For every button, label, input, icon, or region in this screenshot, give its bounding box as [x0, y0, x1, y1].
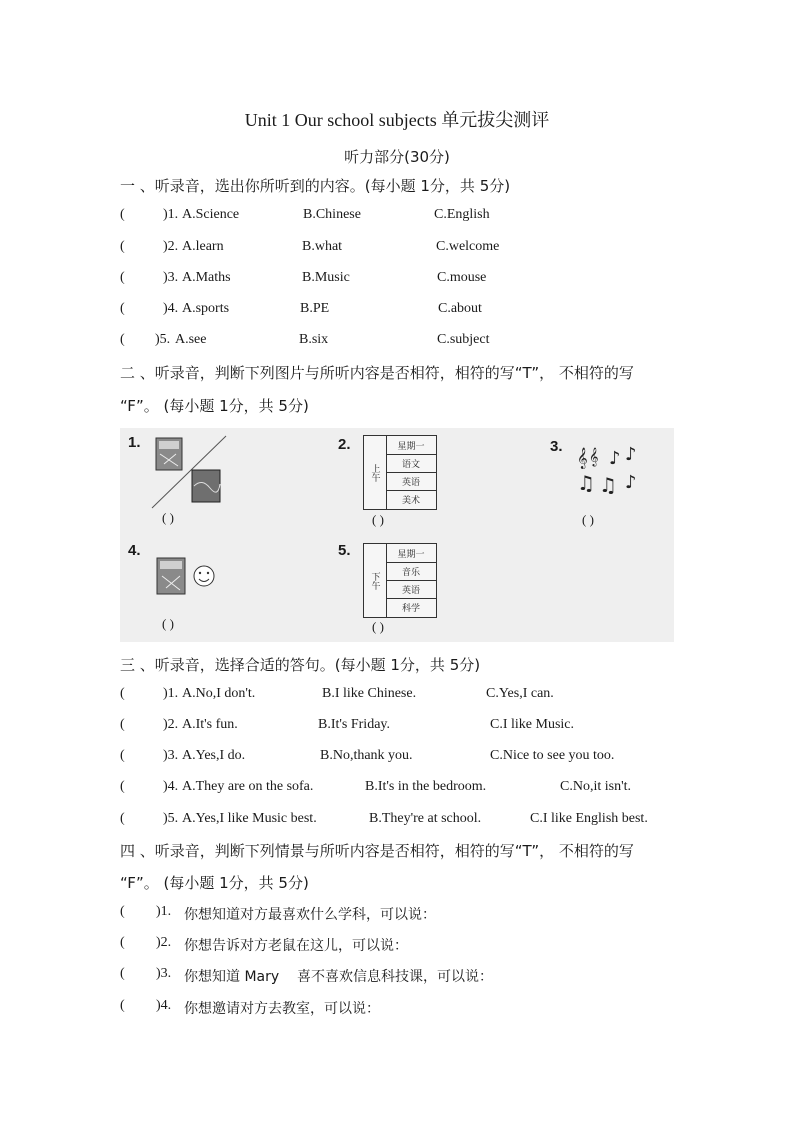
answer-paren: ( )	[162, 510, 174, 525]
option-c: C.English	[434, 207, 490, 222]
timetable-cell: 星期一	[386, 436, 436, 455]
timetable-cell: 语文	[386, 454, 436, 473]
timetable-cell: 美术	[401, 495, 420, 506]
svg-text:♪: ♪	[625, 472, 637, 493]
answer-bracket: (	[120, 270, 125, 285]
section4-heading-line1: 四 、听录音，判断下列情景与所听内容是否相符，相符的写“T”， 不相符的写	[120, 842, 634, 860]
picture-panel	[120, 428, 674, 642]
option-c: C.No,it isn't.	[560, 779, 631, 794]
answer-bracket: (	[120, 904, 125, 919]
question-number: )1.	[163, 686, 179, 701]
option-c: C.I like Music.	[490, 717, 574, 732]
option-a: A.Yes,I do.	[182, 748, 246, 763]
books-diagonal-image	[150, 432, 228, 510]
picture-number: 1.	[128, 434, 141, 451]
svg-text:♪: ♪	[625, 446, 637, 465]
option-a: A.Science	[182, 207, 240, 222]
timetable-cell: 星期一	[386, 544, 436, 563]
option-c: C.I like English best.	[530, 811, 648, 826]
answer-bracket: (	[120, 301, 125, 316]
answer-bracket: (	[120, 811, 125, 826]
question-number: )4.	[163, 779, 179, 794]
svg-text:𝄞: 𝄞	[589, 447, 599, 466]
answer-bracket: (	[120, 966, 125, 981]
option-a: A.sports	[182, 301, 230, 316]
picture-number: 2.	[338, 436, 351, 453]
answer-bracket: (	[120, 998, 125, 1013]
picture-number: 5.	[338, 542, 351, 559]
timetable-period: 上午	[364, 436, 387, 509]
answer-paren: ( )	[582, 512, 594, 527]
question-number: )3.	[163, 270, 179, 285]
answer-bracket: (	[120, 686, 125, 701]
question-number: )2.	[163, 717, 179, 732]
page-title: Unit 1 Our school subjects 单元拔尖测评	[244, 110, 550, 130]
section4-heading-line2: “F”。 (每小题 1分，共 5分)	[120, 874, 309, 892]
option-c: C.Nice to see you too.	[490, 748, 615, 763]
timetable-cell: 英语	[386, 472, 436, 491]
timetable-morning	[363, 435, 437, 510]
option-a: A.see	[175, 332, 207, 347]
picture-number: 3.	[550, 438, 563, 455]
option-b: B.six	[299, 332, 329, 347]
option-c: C.Yes,I can.	[486, 686, 554, 701]
question-number: )4.	[163, 301, 179, 316]
option-c: C.mouse	[437, 270, 487, 285]
answer-bracket: (	[120, 332, 125, 347]
scenario-text: 你想邀请对方去教室，可以说：	[184, 1001, 380, 1017]
timetable-cell: 英语	[386, 580, 436, 599]
section2-heading-line2: “F”。 (每小题 1分，共 5分)	[120, 397, 309, 415]
option-c: C.welcome	[436, 239, 500, 254]
option-b: B.It's Friday.	[318, 717, 391, 732]
option-a: A.No,I don't.	[182, 686, 256, 701]
answer-bracket: (	[120, 207, 125, 222]
option-a: A.Yes,I like Music best.	[182, 811, 317, 826]
option-c: C.subject	[437, 332, 490, 347]
option-a: A.Maths	[182, 270, 231, 285]
music-notes-icon	[575, 446, 645, 496]
option-c: C.about	[438, 301, 482, 316]
option-a: A.It's fun.	[182, 717, 238, 732]
svg-text:♪: ♪	[609, 448, 621, 469]
option-b: B.what	[302, 239, 343, 254]
option-a: A.learn	[182, 239, 224, 254]
section1-heading: 一 、听录音，选出你所听到的内容。(每小题 1分，共 5分)	[120, 177, 511, 195]
question-number: )5.	[163, 811, 179, 826]
scenario-text: 你想告诉对方老鼠在这儿，可以说：	[184, 938, 408, 954]
scenario-text: 你想知道 Mary 喜不喜欢信息科技课，可以说：	[184, 969, 493, 985]
question-number: )2.	[156, 935, 172, 950]
timetable-cell: 科学	[401, 603, 420, 614]
timetable-afternoon	[363, 543, 437, 618]
question-number: )1.	[163, 207, 179, 222]
question-number: )2.	[163, 239, 179, 254]
answer-bracket: (	[120, 239, 125, 254]
picture-number: 4.	[128, 542, 141, 559]
book-and-smiley-image	[154, 554, 220, 598]
option-b: B.They're at school.	[369, 811, 482, 826]
option-b: B.No,thank you.	[320, 748, 413, 763]
question-number: )5.	[155, 332, 171, 347]
answer-paren: ( )	[162, 616, 174, 631]
option-b: B.Music	[302, 270, 350, 285]
svg-text:♫: ♫	[577, 471, 595, 495]
answer-bracket: (	[120, 748, 125, 763]
question-number: )3.	[163, 748, 179, 763]
svg-text:♫: ♫	[599, 473, 617, 496]
scenario-text: 你想知道对方最喜欢什么学科，可以说：	[184, 907, 436, 923]
option-b: B.Chinese	[303, 207, 361, 222]
svg-text:𝄞: 𝄞	[577, 448, 588, 469]
timetable-cell: 音乐	[386, 562, 436, 581]
question-number: )3.	[156, 966, 172, 981]
question-number: )4.	[156, 998, 172, 1013]
page-subtitle: 听力部分(30分)	[344, 148, 450, 166]
question-number: )1.	[156, 904, 172, 919]
option-a: A.They are on the sofa.	[182, 779, 314, 794]
option-b: B.I like Chinese.	[322, 686, 417, 701]
option-b: B.PE	[300, 301, 330, 316]
answer-bracket: (	[120, 935, 125, 950]
answer-paren: ( )	[372, 619, 384, 634]
section3-heading: 三 、听录音，选择合适的答句。(每小题 1分，共 5分)	[120, 656, 481, 674]
option-b: B.It's in the bedroom.	[365, 779, 487, 794]
answer-paren: ( )	[372, 512, 384, 527]
section2-heading-line1: 二 、听录音，判断下列图片与所听内容是否相符，相符的写“T”， 不相符的写	[120, 364, 634, 382]
answer-bracket: (	[120, 717, 125, 732]
answer-bracket: (	[120, 779, 125, 794]
timetable-period: 下午	[364, 544, 387, 617]
